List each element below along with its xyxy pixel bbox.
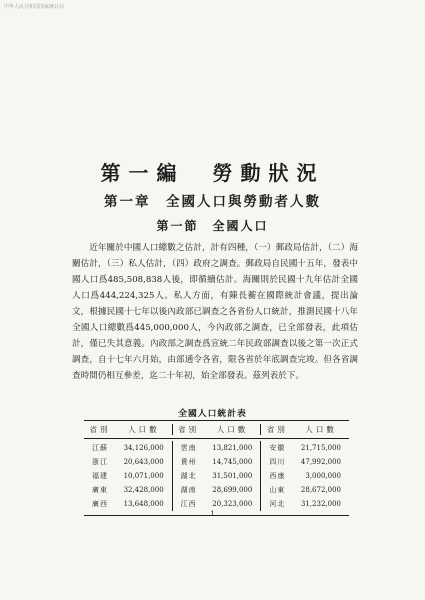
population-cell: 20,323,000 xyxy=(212,500,253,508)
population-cell: 28,672,000 xyxy=(300,486,342,494)
paragraph: 近年關於中國人口總數之估計，計有四種，（一）郵政局估計，（二）海關估計，（三）私人估計，（四）政府之調查。郵政局自民國十五年，發表中國人口爲485,508,838人後，即循續估計。海關則於民國十九年估計全國人口爲444,224,325人。私人方面，有陳長蘅在國際統計會議，提出論文，根據民國十七年以後內政部已調查之各省份人口統計，推測民國十八年全國人口總數爲445,000,000人，今內政部之調查，已全部發表，此項估計，僅已失其意義。內政部之調查爲宣統二年民政部調查以後之第一次正式調查，自十七年六月始，由部通令各省，限各省於年底調查完竣。但各省調查時間仍相互參差，迄二十年初，始全部發表。茲列表於下。 xyxy=(72,243,358,381)
population-cell: 47,992,000 xyxy=(300,458,342,466)
table-row xyxy=(84,455,172,469)
table-row xyxy=(173,455,261,469)
table-row xyxy=(84,497,172,511)
population-cell: 32,428,000 xyxy=(123,486,164,494)
population-cell: 14,745,000 xyxy=(212,458,253,466)
table-row xyxy=(173,497,261,511)
population-table xyxy=(84,420,349,516)
table-row xyxy=(84,483,172,497)
table-column xyxy=(84,441,172,511)
table-row xyxy=(261,469,349,483)
page-number: 1 xyxy=(210,510,215,518)
header-population: 人口數 xyxy=(128,425,160,434)
population-cell: 21,715,000 xyxy=(300,444,342,452)
table-column xyxy=(172,441,261,511)
part-title: 第一編 勞動狀況 xyxy=(100,161,325,185)
header-province: 省別 xyxy=(266,425,288,434)
table-row xyxy=(84,469,172,483)
header-province: 省別 xyxy=(178,425,200,434)
province-cell: 雲南 xyxy=(180,444,197,452)
table-row xyxy=(261,497,349,511)
province-cell: 四川 xyxy=(269,458,286,466)
population-cell: 31,232,000 xyxy=(300,500,342,508)
table-row xyxy=(261,483,349,497)
table-row xyxy=(173,441,261,455)
province-cell: 浙江 xyxy=(92,458,108,466)
header-population: 人口數 xyxy=(305,425,337,434)
population-cell: 31,501,000 xyxy=(212,472,253,480)
province-cell: 江西 xyxy=(180,500,197,508)
table-row xyxy=(173,483,261,497)
table-row xyxy=(261,441,349,455)
population-cell: 28,699,000 xyxy=(212,486,253,494)
province-cell: 安徽 xyxy=(269,444,286,452)
header-population: 人口數 xyxy=(216,425,249,434)
province-cell: 湖南 xyxy=(180,486,197,494)
province-cell: 廣西 xyxy=(92,500,108,508)
header-province: 省別 xyxy=(89,425,111,434)
chapter-title: 第一章 全國人口與勞動者人數 xyxy=(104,194,321,210)
population-cell: 10,071,000 xyxy=(123,472,164,480)
population-cell: 3,000,000 xyxy=(305,472,342,480)
population-cell: 13,648,000 xyxy=(123,500,164,508)
population-cell: 13,821,000 xyxy=(212,444,253,452)
table-title: 全國人口統計表 xyxy=(178,409,247,419)
province-cell: 河北 xyxy=(269,500,286,508)
table-row xyxy=(173,469,261,483)
population-cell: 20,643,000 xyxy=(123,458,164,466)
province-cell: 廣東 xyxy=(92,486,108,494)
table-body xyxy=(84,439,349,515)
table-column xyxy=(260,441,349,511)
province-cell: 山東 xyxy=(269,486,286,494)
province-cell: 江蘇 xyxy=(92,444,108,452)
population-cell: 34,126,000 xyxy=(123,444,164,452)
section-title: 第一節 全國人口 xyxy=(156,219,269,233)
province-cell: 西康 xyxy=(269,472,286,480)
table-header-row xyxy=(84,421,349,439)
province-cell: 湖北 xyxy=(180,472,197,480)
watermark: 中华人民共和国国家统计局 xyxy=(4,4,65,10)
province-cell: 福建 xyxy=(92,472,108,480)
province-cell: 貴州 xyxy=(180,458,197,466)
table-row xyxy=(84,441,172,455)
table-row xyxy=(261,455,349,469)
body-text xyxy=(72,240,358,384)
